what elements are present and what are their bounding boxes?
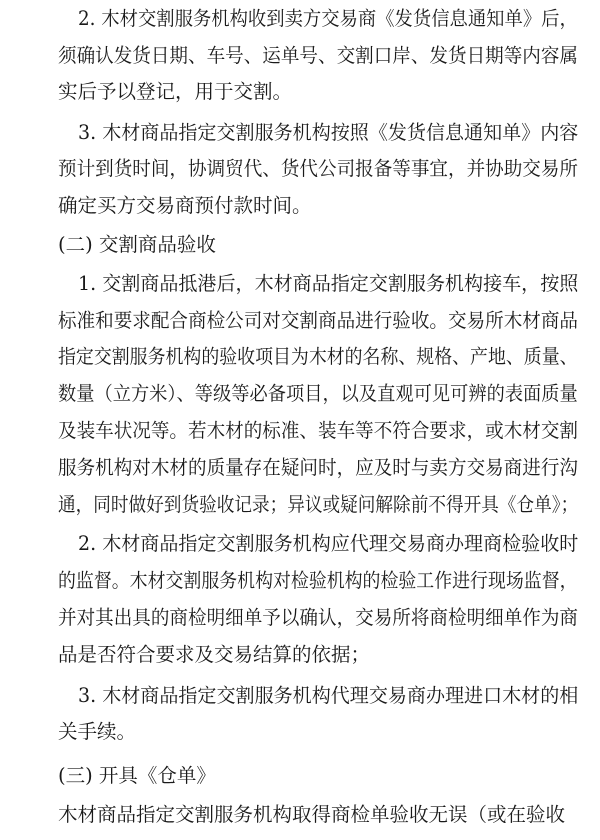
paragraph-line: 木材商品指定交割服务机构取得商检单验收无误（或在验收	[58, 803, 566, 826]
paragraph-line: 的监督。木材交割服务机构对检验机构的检验工作进行现场监督，	[58, 569, 578, 592]
paragraph-line: 关手续。	[58, 720, 137, 743]
paragraph-line: 服务机构对木材的质量存在疑问时，应及时与卖方交易商进行沟	[58, 456, 579, 479]
paragraph-line: 2. 木材商品指定交割服务机构应代理交易商办理商检验收时	[78, 532, 579, 555]
paragraph-line: 标准和要求配合商检公司对交割商品进行验收。交易所木材商品	[58, 309, 579, 332]
paragraph-line: 3. 木材商品指定交割服务机构代理交易商办理进口木材的相	[78, 684, 579, 707]
section-heading: (三) 开具《仓单》	[58, 764, 216, 787]
paragraph-line: 预计到货时间，协调贸代、货代公司报备等事宜，并协助交易所	[58, 157, 579, 180]
paragraph-line: 及装车状况等。若木材的标准、装车等不符合要求，或木材交割	[58, 419, 579, 442]
paragraph-line: 品是否符合要求及交易结算的依据；	[58, 643, 371, 666]
paragraph-line: 2. 木材交割服务机构收到卖方交易商《发货信息通知单》后，	[78, 7, 578, 30]
section-heading: (二) 交割商品验收	[58, 233, 216, 256]
paragraph-line: 1. 交割商品抵港后，木材商品指定交割服务机构接车，按照	[78, 272, 579, 295]
paragraph-line: 确定买方交易商预付款时间。	[58, 194, 312, 217]
paragraph-line: 通，同时做好到货验收记录；异议或疑问解除前不得开具《仓单》；	[58, 493, 579, 516]
paragraph-line: 3. 木材商品指定交割服务机构按照《发货信息通知单》内容	[78, 121, 579, 144]
paragraph-line: 须确认发货日期、车号、运单号、交割口岸、发货日期等内容属	[58, 44, 579, 67]
paragraph-line: 并对其出具的商检明细单予以确认，交易所将商检明细单作为商	[58, 606, 579, 629]
paragraph-line: 数量（立方米）、等级等必备项目，以及直观可见可辨的表面质量	[58, 382, 578, 405]
paragraph-line: 指定交割服务机构的验收项目为木材的名称、规格、产地、质量、	[58, 345, 578, 368]
paragraph-line: 实后予以登记，用于交割。	[58, 80, 293, 103]
